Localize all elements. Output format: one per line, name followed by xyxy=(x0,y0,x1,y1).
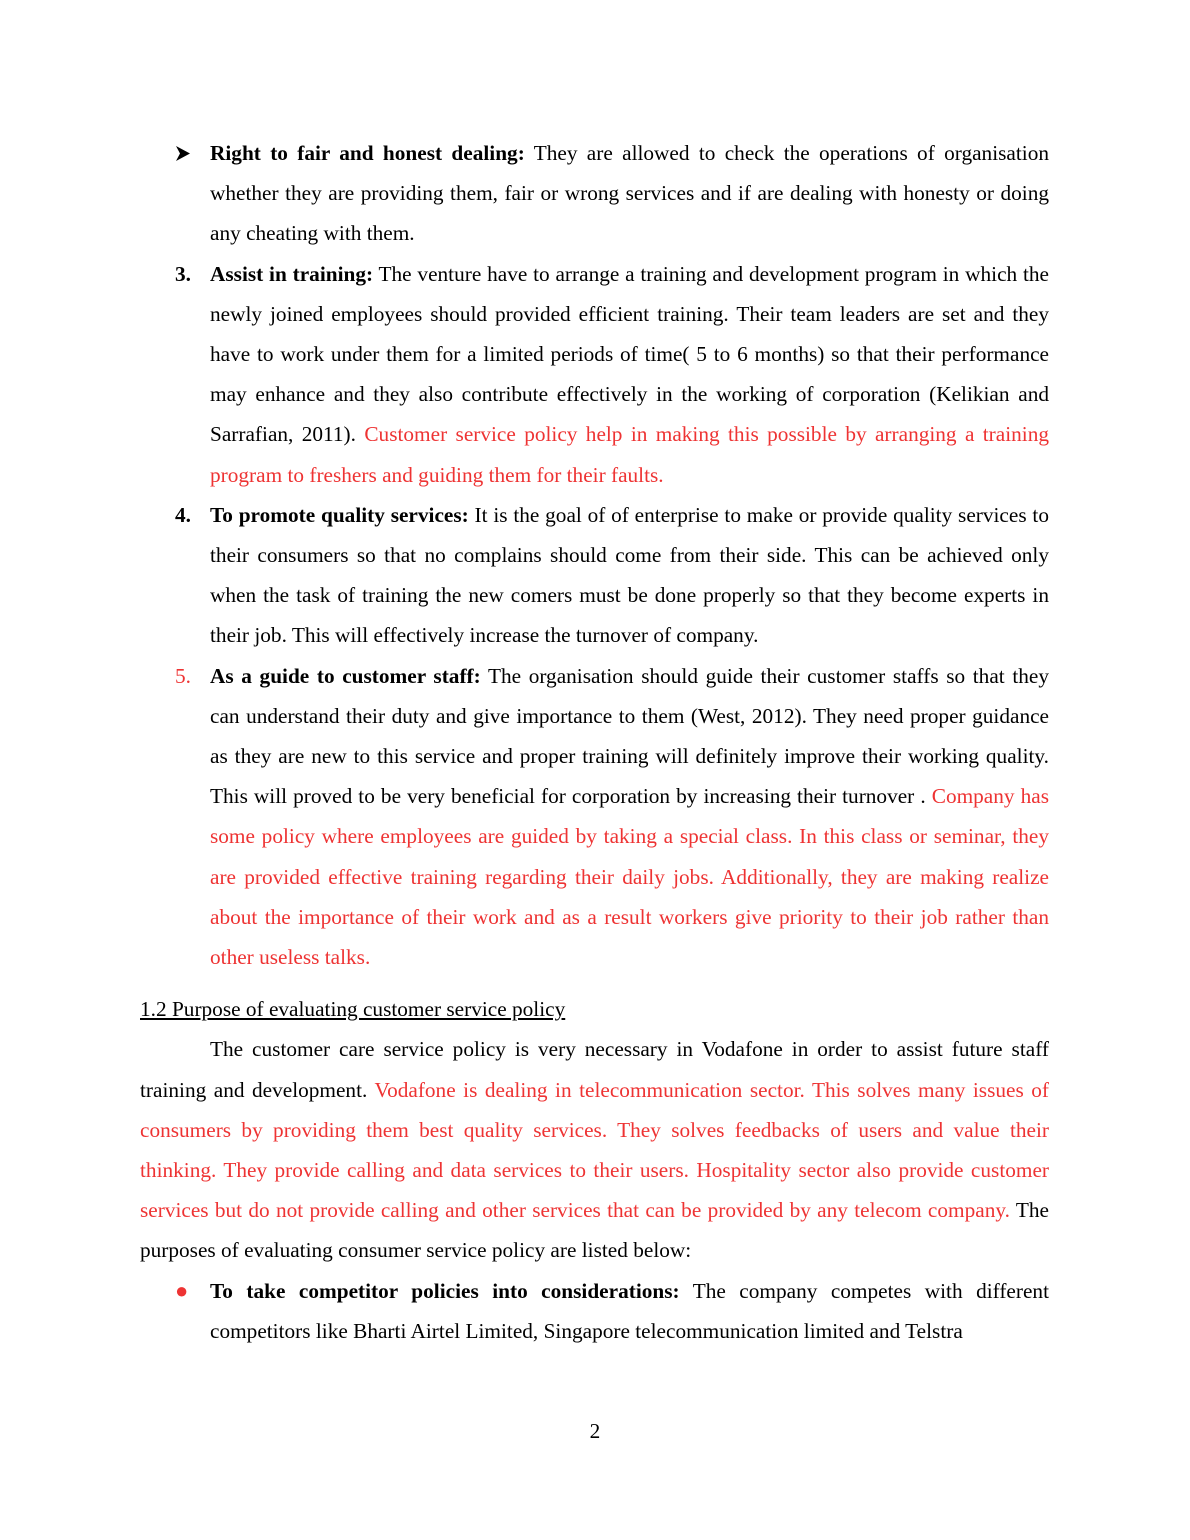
item-highlight-text: Company has some policy where employees are guided by taking a special class. In this class or seminar, they are provided effective training regarding their daily jobs. Additionally, they are making realize about the importance of their work and as a result workers give priority to their job rather than other useless talks. xyxy=(210,784,1049,970)
item-title: To promote quality services: xyxy=(210,502,469,527)
section-heading: 1.2 Purpose of evaluating customer service policy xyxy=(140,997,566,1022)
paragraph-highlight-text: Vodafone is dealing in telecommunication sector. This solves many issues of consumers by providing them best quality services. They solves feedbacks of users and value their thinking. They provide calling and data services to their users. Hospitality sector also provide customer services but do not provide calling and other services that can be provided by any telecom company. xyxy=(140,1077,1049,1223)
item-title: Assist in training: xyxy=(210,261,374,286)
item-number: 4. xyxy=(175,502,191,527)
item-title: Right to fair and honest dealing: xyxy=(210,141,525,165)
arrow-bullet-icon xyxy=(175,133,191,162)
bullet-dot-icon: ● xyxy=(175,1277,189,1303)
list-item-assist-training xyxy=(140,254,1049,495)
list-item-right-fair-dealing xyxy=(140,133,1049,254)
item-number: 5. xyxy=(175,663,191,688)
page-number: 2 xyxy=(589,1419,601,1443)
section-paragraph xyxy=(140,1029,1049,1270)
list-item-guide-staff xyxy=(140,656,1049,978)
item-text: It is the goal of of enterprise to make or provide quality services to their consumers so that no complains should come from their side. This can be achieved only when the task of training the new comers must be done properly so that they become experts in their job. This will effectively increase the turnover of company. xyxy=(210,502,1049,648)
item-title: To take competitor policies into considerations: xyxy=(210,1278,680,1303)
item-text: The company competes with different competitors like Bharti Airtel Limited, Singapore telecommunication limited and Telstra xyxy=(210,1278,1049,1343)
item-text: They are allowed to check the operations of organisation whether they are providing them, fair or wrong services and if are dealing with honesty or doing any cheating with them. xyxy=(210,141,1049,246)
item-title: As a guide to customer staff: xyxy=(210,663,481,688)
item-text: The organisation should guide their customer staffs so that they can understand their duty and give importance to them (West, 2012). They need proper guidance as they are new to this service and proper training will definitely improve their working quality. This will proved to be very beneficial for corporation by increasing their turnover . xyxy=(210,663,1049,809)
paragraph-text-end: The purposes of evaluating consumer service policy are listed below: xyxy=(140,1198,1049,1263)
item-highlight-text: Customer service policy help in making this possible by arranging a training program to freshers and guiding them for their faults. xyxy=(210,422,1050,487)
list-item-competitor-policies xyxy=(140,1271,1049,1351)
page-content xyxy=(140,133,1049,1351)
item-number: 3. xyxy=(175,261,191,286)
list-item-promote-quality xyxy=(140,495,1049,656)
item-text: The venture have to arrange a training and development program in which the newly joined employees should provided efficient training. Their team leaders are set and they have to work under them for a limited periods of time( 5 to 6 months) so that their performance may enhance and they also contribute effectively in the working of corporation (Kelikian and Sarrafian, 2011). xyxy=(210,261,1049,447)
paragraph-text-start: The customer care service policy is very necessary in Vodafone in order to assist future staff training and development. xyxy=(140,1037,1049,1102)
